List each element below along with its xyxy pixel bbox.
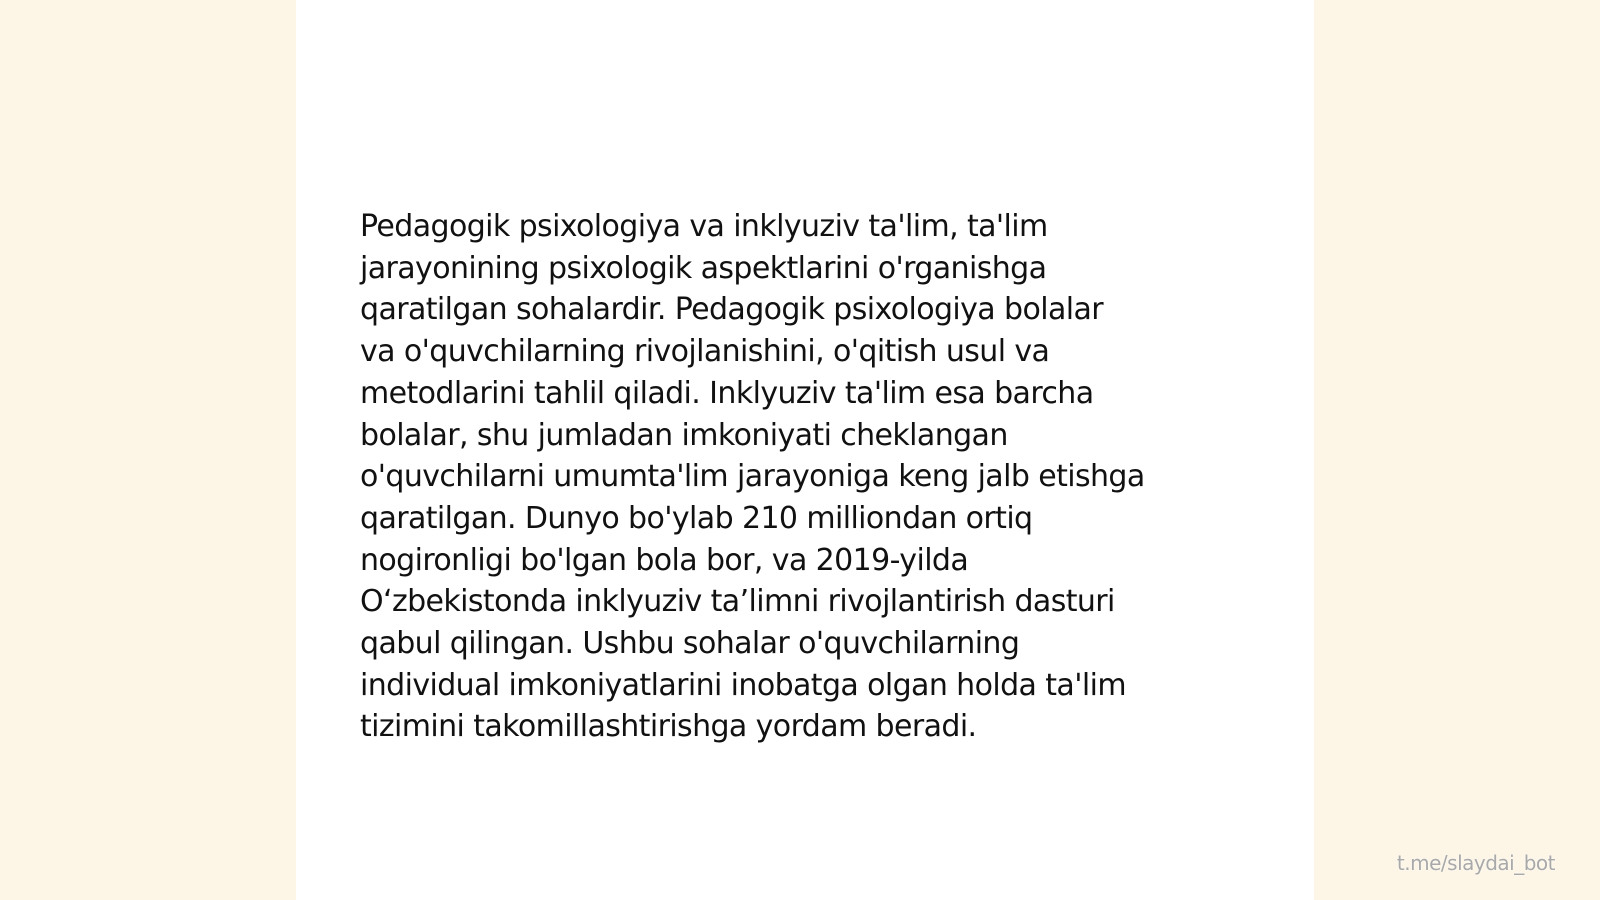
text-line: jarayonining psixologik aspektlarini o'rganishga	[360, 250, 1047, 286]
text-line: va o'quvchilarning rivojlanishini, o'qitish usul va	[360, 334, 1050, 370]
text-line: qaratilgan sohalardir. Pedagogik psixologiya bolalar	[360, 292, 1103, 328]
text-line: o'quvchilarni umumta'lim jarayoniga keng jalb etishga	[360, 459, 1145, 495]
text-line: Pedagogik psixologiya va inklyuziv ta'lim, ta'lim	[360, 209, 1048, 244]
text-line: tizimini takomillashtirishga yordam beradi.	[360, 709, 977, 745]
text-line: O‘zbekistonda inklyuziv ta’limni rivojlantirish dasturi	[360, 584, 1115, 620]
text-line: individual imkoniyatlarini inobatga olgan holda ta'lim	[360, 667, 1126, 703]
watermark: t.me/slaydai_bot	[1396, 851, 1555, 875]
text-line: qaratilgan. Dunyo bo'ylab 210 milliondan ortiq	[360, 500, 1033, 536]
text-line: bolalar, shu jumladan imkoniyati cheklangan	[360, 417, 1008, 453]
body-text	[360, 206, 1260, 748]
text-line: metodlarini tahlil qiladi. Inklyuziv ta'lim esa barcha	[360, 375, 1094, 411]
text-line: qabul qilingan. Ushbu sohalar o'quvchilarning	[360, 626, 1020, 662]
text-line: nogironligi bo'lgan bola bor, va 2019-yilda	[360, 542, 969, 578]
